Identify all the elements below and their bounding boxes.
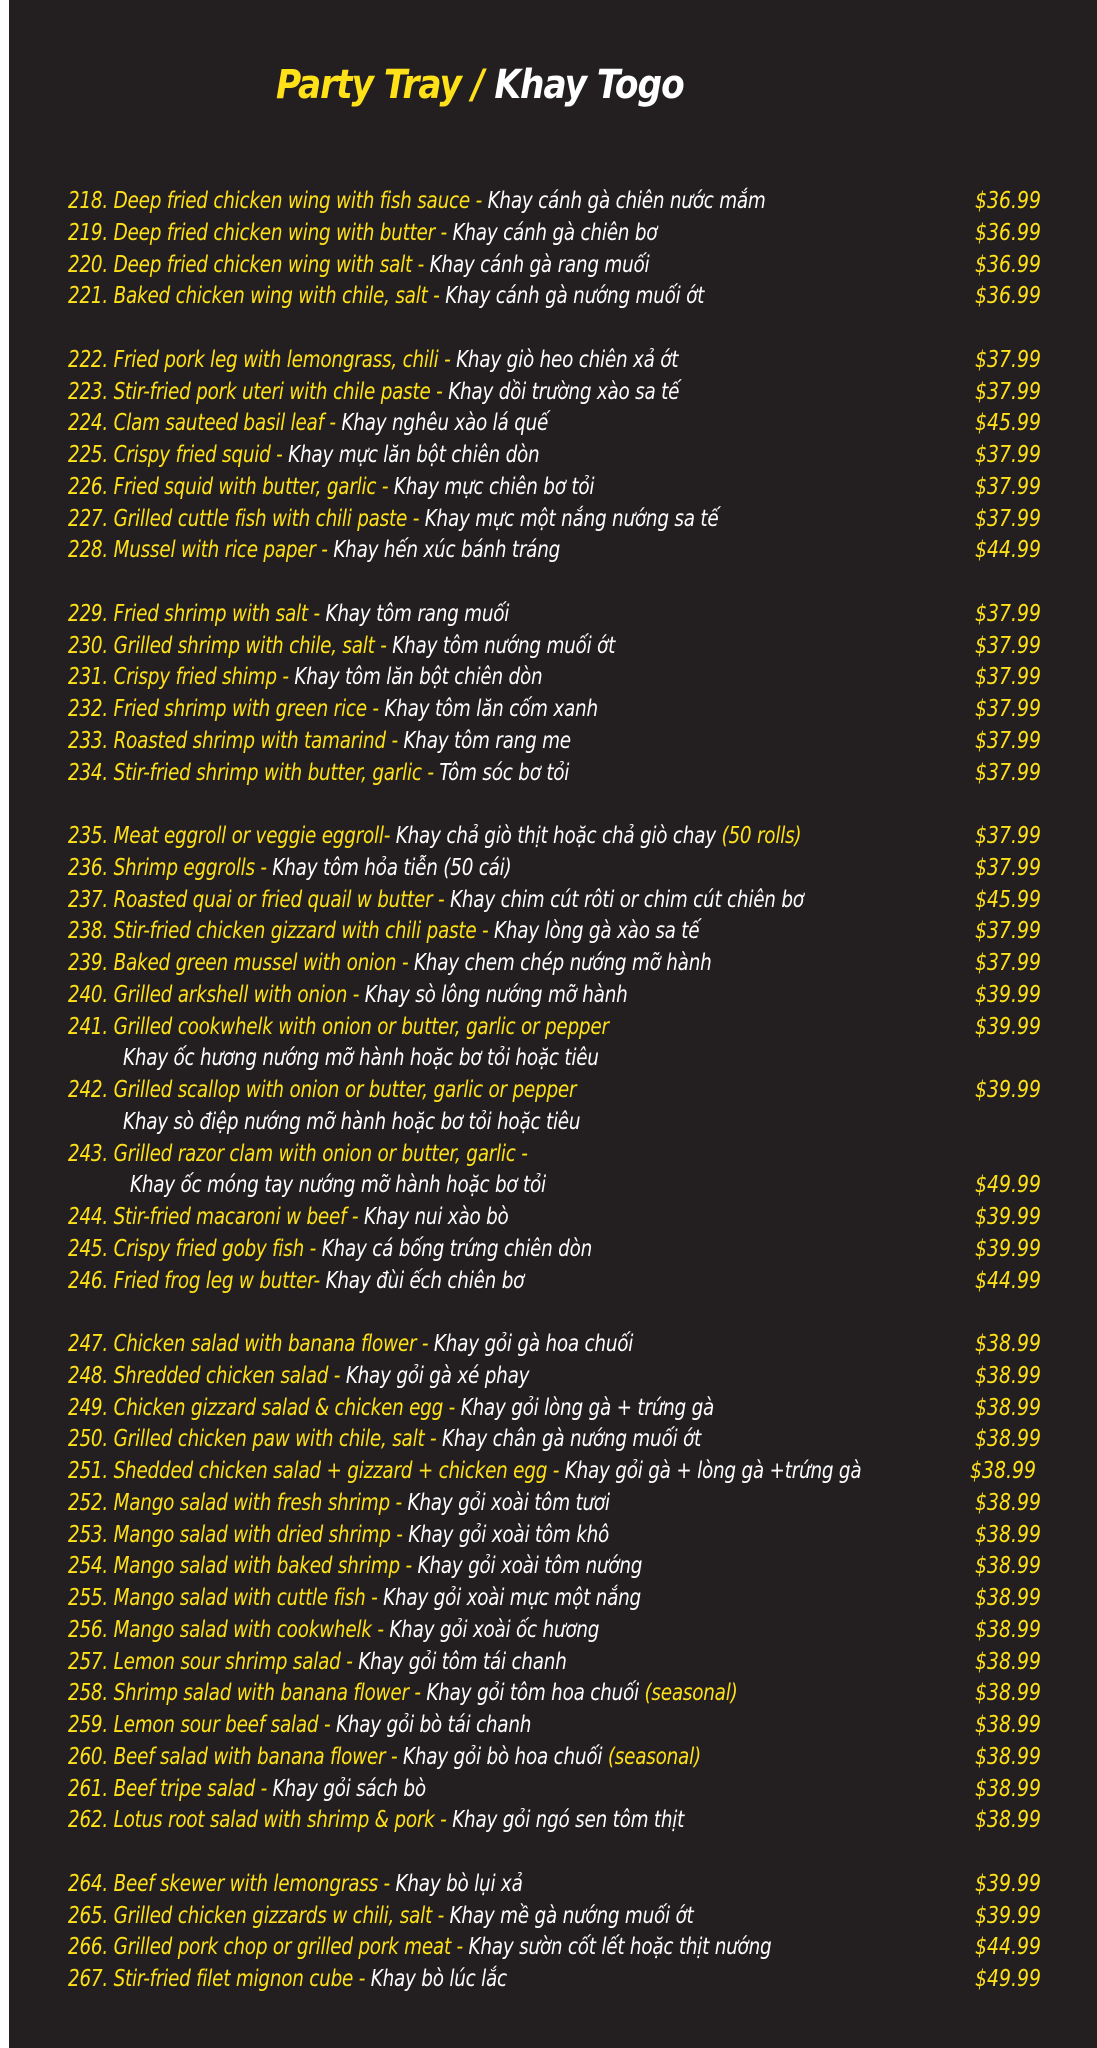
item-price: $36.99 [975,188,1041,214]
item-name-vietnamese: Khay tôm rang muối [325,600,510,627]
item-name-english: 259. Lemon sour beef salad - [68,1712,336,1738]
item-name-english: 249. Chicken gizzard salad & chicken egg - [68,1394,461,1421]
menu-item [68,1075,1068,1107]
item-name-english: 218. Deep fried chicken wing with fish sauce - [68,188,488,214]
item-name-vietnamese: Khay nui xào bò [363,1204,509,1230]
item-name-vietnamese: Khay bò lụi xả [395,1870,523,1897]
item-price: $36.99 [975,283,1041,310]
menu-item-text [68,631,615,662]
page-title [276,62,684,108]
item-price: $37.99 [975,346,1041,373]
menu-item [68,250,1068,282]
menu-item [68,440,1068,472]
menu-item [68,758,1068,790]
item-name-english: 222. Fried pork leg with lemongrass, chili - [68,346,457,373]
menu-item [68,1266,1068,1298]
menu-item [68,726,1068,758]
item-name-vietnamese: Khay chả giò thịt hoặc chả giò chay [395,823,722,849]
item-price: $39.99 [975,1204,1041,1230]
item-name-english: 258. Shrimp salad with banana flower - [68,1680,427,1707]
item-price: $38.99 [975,1648,1041,1675]
item-name-vietnamese: Khay tôm lăn bột chiên dòn [294,664,543,691]
item-price: $36.99 [975,251,1041,278]
title-english: Party Tray / [276,62,484,108]
menu-item-text [68,916,699,947]
item-name-english: 256. Mango salad with cookwhelk - [68,1616,390,1643]
menu-item [68,281,1068,313]
item-name-english: 237. Roasted quai or fried quail w butter - [68,886,451,913]
item-price: $38.99 [975,1331,1041,1357]
menu-item [68,1774,1068,1806]
menu-item-text [68,1424,701,1455]
item-price: $37.99 [975,727,1041,754]
item-name-english: 245. Crispy fried goby fish - [68,1235,322,1262]
item-name-english: 251. Shedded chicken salad + gizzard + chicken egg - [68,1458,565,1484]
menu-item [68,1710,1068,1742]
menu-item-text [68,726,571,757]
item-name-vietnamese: Khay gỏi sách bò [272,1775,426,1802]
menu-item-text [68,694,598,725]
menu-item [68,821,1068,853]
menu-item [68,1932,1068,1964]
menu-item [68,599,1068,631]
menu-item [68,1107,1068,1139]
item-name-vietnamese: Khay chem chép nướng mỡ hành [413,950,712,976]
item-name-english: 235. Meat eggroll or veggie eggroll- [68,823,396,849]
item-price: $37.99 [975,854,1041,881]
item-name-english: 219. Deep fried chicken wing with butter - [68,219,453,246]
menu-item-text [68,948,712,979]
item-name-vietnamese: Khay gỏi xoài mực một nắng [383,1585,641,1611]
menu-item [68,345,1068,377]
item-name-english: 252. Mango salad with fresh shrimp - [68,1489,408,1516]
item-price: $38.99 [975,1362,1041,1389]
item-name-vietnamese: Khay lòng gà xào sa tế [494,918,700,945]
menu-item [68,885,1068,917]
item-name-english: 232. Fried shrimp with green rice - [68,696,385,722]
section-spacer [68,1297,1068,1329]
item-name-vietnamese: Khay gỏi xoài tôm nướng [417,1553,643,1580]
item-name-english: 257. Lemon sour shrimp salad - [68,1648,359,1675]
menu-item-text [68,1678,738,1709]
menu-item-text [68,1710,531,1741]
menu-item-text [68,1932,771,1963]
menu-item [68,1742,1068,1774]
item-name-vietnamese: Khay nghêu xào lá quế [341,410,549,437]
item-name-english: 225. Crispy fried squid - [68,442,289,468]
menu-item-text [68,1234,592,1265]
menu-item-text [68,1551,642,1582]
menu-item-text [68,250,649,281]
menu-item [68,1615,1068,1647]
item-name-vietnamese: Khay gỏi bò tái chanh [335,1712,532,1738]
menu-item [68,1012,1068,1044]
menu-item-text [68,345,678,376]
item-price: $44.99 [975,537,1041,564]
item-name-english: 250. Grilled chicken paw with chile, salt - [68,1426,443,1453]
item-name-vietnamese: Khay mực lăn bột chiên dòn [288,442,540,468]
menu-item [68,1456,1068,1488]
menu-item-text [68,1615,599,1646]
item-price: $49.99 [975,1966,1041,1992]
item-name-vietnamese: Khay sườn cốt lết hoặc thịt nướng [468,1934,772,1961]
item-name-vietnamese: Khay gỏi tôm hoa chuối [426,1680,645,1707]
item-name-english: 247. Chicken salad with banana flower - [68,1331,434,1357]
item-name-vietnamese: Khay cánh gà nướng muối ớt [445,283,705,310]
item-name-english: 248. Shredded chicken salad - [68,1362,346,1389]
item-price: $38.99 [975,1712,1041,1738]
item-price: $38.99 [975,1775,1041,1802]
menu-item [68,1678,1068,1710]
menu-item [68,535,1068,567]
item-price: $38.99 [975,1553,1041,1580]
item-price: $39.99 [975,1013,1041,1040]
item-name-vietnamese: Khay tôm nướng muối ớt [392,632,616,659]
item-name-vietnamese: Khay gỏi xoài ốc hương [389,1616,600,1643]
item-name-vietnamese: Khay dồi trường xào sa tế [448,378,680,405]
menu-item [68,1424,1068,1456]
item-name-english: 255. Mango salad with cuttle fish - [68,1585,384,1611]
item-price: $39.99 [975,1235,1041,1262]
menu-item-text [68,1139,528,1170]
menu-item-text [68,1488,610,1519]
menu-item [68,1202,1068,1234]
menu-item-text [68,1805,684,1836]
menu-item [68,631,1068,663]
menu-item-text [68,1456,861,1487]
menu-panel [9,0,1097,2048]
item-price: $38.99 [970,1458,1036,1484]
menu-item [68,1901,1068,1933]
section-spacer [68,567,1068,599]
menu-item-text [68,1583,641,1614]
item-price: $44.99 [975,1934,1041,1961]
item-name-english: 265. Grilled chicken gizzards w chili, salt - [68,1902,450,1929]
item-price: $39.99 [975,981,1041,1008]
menu-item-text [68,1901,694,1932]
item-name-vietnamese: Tôm sóc bơ tỏi [439,759,570,786]
menu-item [68,1329,1068,1361]
item-price: $38.99 [975,1807,1041,1834]
item-price: $38.99 [975,1489,1041,1516]
menu-item [68,662,1068,694]
item-name-vietnamese: Khay tôm rang me [403,727,571,754]
item-name-english: 231. Crispy fried shimp - [68,664,295,691]
menu-item-text [68,1964,507,1995]
menu-item-text [68,821,801,852]
menu-item-text [68,504,718,535]
menu-item [68,980,1068,1012]
item-name-vietnamese: Khay mề gà nướng muối ớt [449,1902,694,1929]
item-name-english: 242. Grilled scallop with onion or butter, garlic or pepper [68,1077,577,1103]
item-name-vietnamese: Khay cánh gà chiên bơ [452,219,658,246]
item-name-english: 221. Baked chicken wing with chile, salt - [68,283,446,310]
item-note: (50 rolls) [721,823,802,849]
item-price: $39.99 [975,1902,1041,1929]
menu-item [68,1170,1068,1202]
item-name-english: 241. Grilled cookwhelk with onion or butter, garlic or pepper [68,1013,609,1040]
item-price: $37.99 [975,505,1041,532]
item-name-english: 240. Grilled arkshell with onion - [68,981,365,1008]
item-price: $37.99 [975,378,1041,405]
menu-item-text [68,535,560,566]
menu-item-text [123,1043,599,1074]
item-name-english: 236. Shrimp eggrolls - [68,854,273,881]
item-price: $38.99 [975,1680,1041,1707]
item-name-english: 230. Grilled shrimp with chile, salt - [68,632,393,659]
item-name-english: 223. Stir-fried pork uteri with chile paste - [68,378,449,405]
item-name-english: 267. Stir-fried filet mignon cube - [68,1966,371,1992]
item-name-english: 238. Stir-fried chicken gizzard with chili paste - [68,918,495,945]
item-name-english: 243. Grilled razor clam with onion or butter, garlic - [68,1140,528,1167]
menu-item [68,1361,1068,1393]
item-name-vietnamese: Khay đùi ếch chiên bơ [325,1267,525,1294]
item-name-english: 229. Fried shrimp with salt - [68,600,326,627]
item-name-vietnamese: Khay gỏi xoài tôm khô [408,1521,610,1548]
menu-item-text [68,1075,576,1106]
item-name-english: 244. Stir-fried macaroni w beef - [68,1204,364,1230]
item-name-english: 224. Clam sauteed basil leaf - [68,410,342,437]
item-name-vietnamese: Khay mực chiên bơ tỏi [393,473,595,500]
item-name-vietnamese: Khay gỏi xoài tôm tươi [407,1489,610,1516]
menu-item-text [68,599,509,630]
item-name-english: 264. Beef skewer with lemongrass - [68,1870,396,1897]
menu-item-text [68,758,569,789]
item-name-vietnamese: Khay sò điệp nướng mỡ hành hoặc bơ tỏi hoặc tiêu [123,1108,581,1135]
item-price: $37.99 [975,442,1041,468]
menu-item-text [68,440,539,471]
item-price: $39.99 [975,1870,1041,1897]
item-name-vietnamese: Khay giò heo chiên xả ớt [456,346,679,373]
menu-item [68,1488,1068,1520]
item-name-english: 233. Roasted shrimp with tamarind - [68,727,404,754]
item-name-english: 260. Beef salad with banana flower - [68,1743,403,1770]
menu-item-text [68,1774,426,1805]
menu-list [68,186,1068,1996]
menu-item-text [68,377,679,408]
menu-item-text [68,885,804,916]
item-price: $38.99 [975,1743,1041,1770]
menu-item-text [68,472,594,503]
item-name-vietnamese: Khay gỏi lòng gà + trứng gà [460,1394,715,1421]
menu-item-text [68,1520,609,1551]
item-name-vietnamese: Khay cánh gà chiên nước mắm [487,188,766,214]
menu-item-text [68,408,548,439]
item-name-english: 261. Beef tripe salad - [68,1775,273,1802]
menu-item [68,1520,1068,1552]
menu-item-text [68,1869,523,1900]
item-price: $37.99 [975,664,1041,691]
menu-item [68,1805,1068,1837]
menu-item-text [68,853,512,884]
item-price: $37.99 [975,759,1041,786]
item-name-vietnamese: Khay mực một nắng nướng sa tế [424,505,719,532]
item-price: $45.99 [975,410,1041,437]
item-name-vietnamese: Khay gỏi bò hoa chuối [403,1743,608,1770]
item-price: $49.99 [975,1172,1041,1199]
item-note: (seasonal) [644,1680,738,1707]
item-price: $38.99 [975,1585,1041,1611]
menu-item-text [68,186,766,217]
menu-item-text [68,662,542,693]
item-name-english: 254. Mango salad with baked shrimp - [68,1553,418,1580]
menu-item [68,472,1068,504]
item-name-vietnamese: Khay hến xúc bánh tráng [333,537,561,564]
item-name-english: 246. Fried frog leg w butter- [68,1267,326,1294]
menu-item-text [123,1107,580,1138]
item-name-english: 228. Mussel with rice paper - [68,537,334,564]
item-name-vietnamese: Khay chim cút rôti or chim cút chiên bơ [450,886,804,913]
item-name-english: 266. Grilled pork chop or grilled pork meat - [68,1934,469,1961]
item-price: $37.99 [975,950,1041,976]
item-name-english: 239. Baked green mussel with onion - [68,950,414,976]
item-name-vietnamese: Khay gỏi tôm tái chanh [358,1648,567,1675]
item-price: $38.99 [975,1426,1041,1453]
item-name-vietnamese: Khay cánh gà rang muối [429,251,650,278]
item-name-vietnamese: Khay ốc móng tay nướng mỡ hành hoặc bơ tỏi [130,1172,546,1199]
item-price: $37.99 [975,918,1041,945]
menu-item [68,1551,1068,1583]
section-spacer [68,789,1068,821]
item-name-english: 220. Deep fried chicken wing with salt - [68,251,430,278]
section-spacer [68,313,1068,345]
menu-item [68,1583,1068,1615]
item-price: $38.99 [975,1616,1041,1643]
menu-item-text [68,218,657,249]
item-price: $37.99 [975,696,1041,722]
item-name-english: 262. Lotus root salad with shrimp & pork - [68,1807,453,1834]
menu-item-text [130,1170,546,1201]
item-name-vietnamese: Khay gỏi ngó sen tôm thịt [452,1807,685,1834]
item-price: $37.99 [975,823,1041,849]
menu-item [68,1869,1068,1901]
menu-item-text [68,281,704,312]
menu-item [68,186,1068,218]
menu-item [68,1647,1068,1679]
menu-item-text [68,1329,633,1360]
item-price: $38.99 [975,1394,1041,1421]
section-spacer [68,1837,1068,1869]
item-name-english: 253. Mango salad with dried shrimp - [68,1521,409,1548]
menu-item [68,1043,1068,1075]
menu-item [68,408,1068,440]
item-price: $45.99 [975,886,1041,913]
item-price: $38.99 [975,1521,1041,1548]
menu-item [68,694,1068,726]
menu-item [68,504,1068,536]
item-name-vietnamese: Khay tôm hỏa tiễn (50 cái) [272,854,512,881]
menu-item [68,1234,1068,1266]
title-vietnamese: Khay Togo [483,62,684,108]
menu-item-text [68,1393,714,1424]
item-price: $37.99 [975,600,1041,627]
menu-item-text [68,1012,609,1043]
item-price: $36.99 [975,219,1041,246]
menu-item [68,948,1068,980]
item-name-vietnamese: Khay chân gà nướng muối ớt [442,1426,701,1453]
menu-item-text [68,1647,567,1678]
menu-item [68,377,1068,409]
item-name-vietnamese: Khay tôm lăn cốm xanh [384,696,598,722]
item-name-vietnamese: Khay sò lông nướng mỡ hành [364,981,628,1008]
item-price: $37.99 [975,632,1041,659]
item-name-english: 226. Fried squid with butter, garlic - [68,473,394,500]
item-name-vietnamese: Khay gỏi gà xé phay [345,1362,530,1389]
item-name-vietnamese: Khay cá bống trứng chiên dòn [321,1235,593,1262]
menu-item-text [68,1266,524,1297]
menu-item [68,218,1068,250]
menu-item-text [68,1202,509,1233]
menu-item-text [68,980,628,1011]
item-name-vietnamese: Khay gỏi gà + lòng gà +trứng gà [564,1458,862,1484]
item-name-vietnamese: Khay gỏi gà hoa chuối [433,1331,634,1357]
item-name-vietnamese: Khay ốc hương nướng mỡ hành hoặc bơ tỏi hoặc tiêu [123,1045,599,1072]
menu-item [68,1964,1068,1996]
menu-item [68,1393,1068,1425]
item-price: $37.99 [975,473,1041,500]
item-name-vietnamese: Khay bò lúc lắc [370,1966,507,1992]
menu-item [68,1139,1068,1171]
menu-item-text [68,1361,529,1392]
item-name-english: 234. Stir-fried shrimp with butter, garlic - [68,759,440,786]
item-note: (seasonal) [607,1743,701,1770]
menu-item [68,853,1068,885]
item-price: $39.99 [975,1077,1041,1103]
item-price: $44.99 [975,1267,1041,1294]
menu-item [68,916,1068,948]
menu-item-text [68,1742,701,1773]
item-name-english: 227. Grilled cuttle fish with chili paste - [68,505,425,532]
